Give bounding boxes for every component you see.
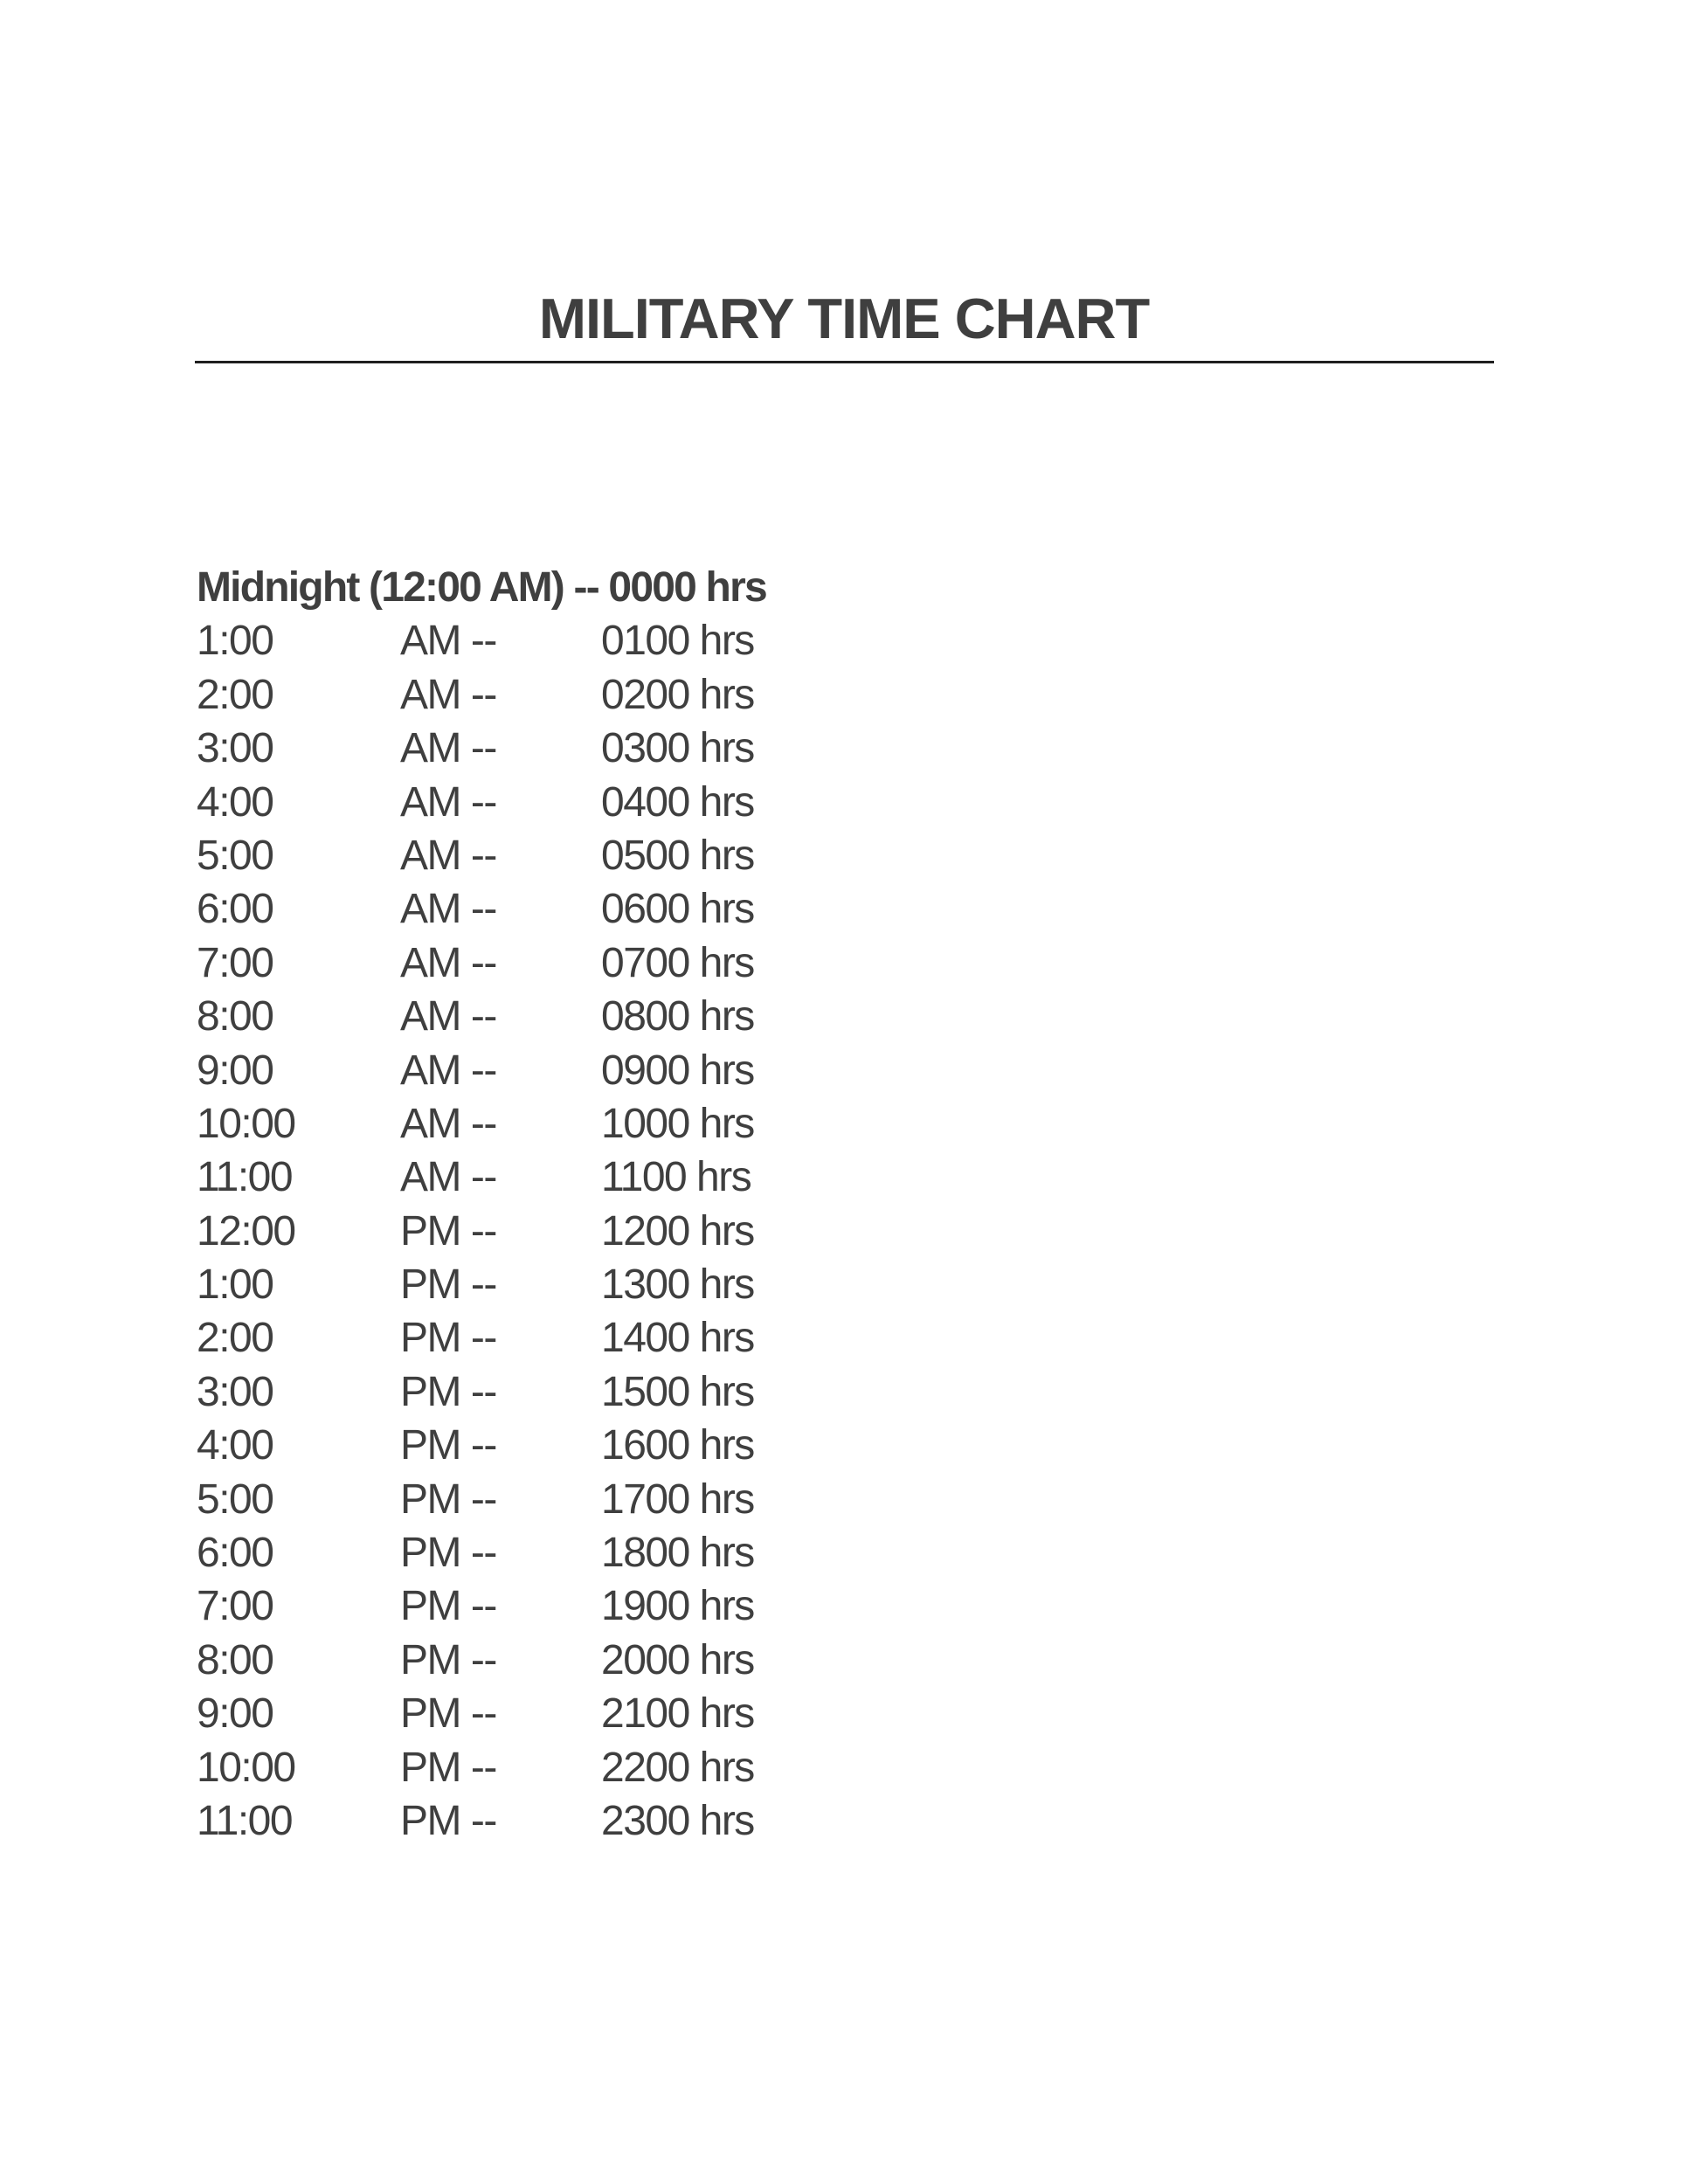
period-cell: AM -- (400, 725, 496, 772)
time-cell: 9:00 (197, 1047, 273, 1094)
period-cell: AM -- (400, 832, 496, 879)
military-cell: 2000 hrs (601, 1636, 754, 1683)
time-cell: 10:00 (197, 1744, 295, 1791)
midnight-header-label: Midnight (12:00 AM) -- 0000 hrs (197, 564, 766, 611)
military-cell: 2200 hrs (601, 1744, 754, 1791)
period-cell: AM -- (400, 1100, 496, 1147)
time-cell: 1:00 (197, 618, 273, 665)
military-cell: 1100 hrs (601, 1154, 751, 1201)
period-cell: PM -- (400, 1744, 496, 1791)
time-cell: 8:00 (197, 993, 273, 1040)
period-cell: PM -- (400, 1422, 496, 1469)
period-cell: PM -- (400, 1583, 496, 1630)
period-cell: PM -- (400, 1476, 496, 1523)
military-cell: 0800 hrs (601, 993, 754, 1040)
title-underline-rule (195, 361, 1494, 363)
military-cell: 0300 hrs (601, 725, 754, 772)
period-cell: AM -- (400, 939, 496, 986)
time-cell: 12:00 (197, 1207, 295, 1254)
period-cell: AM -- (400, 1047, 496, 1094)
military-cell: 2300 hrs (601, 1797, 754, 1844)
period-cell: AM -- (400, 1154, 496, 1201)
time-cell: 6:00 (197, 1530, 273, 1577)
military-cell: 1800 hrs (601, 1530, 754, 1577)
military-cell: 1200 hrs (601, 1207, 754, 1254)
period-cell: PM -- (400, 1207, 496, 1254)
period-cell: AM -- (400, 886, 496, 933)
military-cell: 0700 hrs (601, 939, 754, 986)
time-cell: 4:00 (197, 1422, 273, 1469)
military-cell: 0500 hrs (601, 832, 754, 879)
military-cell: 2100 hrs (601, 1690, 754, 1738)
period-cell: AM -- (400, 778, 496, 826)
period-cell: AM -- (400, 993, 496, 1040)
period-cell: PM -- (400, 1530, 496, 1577)
military-cell: 0200 hrs (601, 671, 754, 718)
time-cell: 11:00 (197, 1797, 293, 1844)
military-cell: 1500 hrs (601, 1368, 754, 1415)
military-cell: 1700 hrs (601, 1476, 754, 1523)
time-cell: 4:00 (197, 778, 273, 826)
time-cell: 1:00 (197, 1261, 273, 1309)
military-cell: 0900 hrs (601, 1047, 754, 1094)
military-cell: 1600 hrs (601, 1422, 754, 1469)
time-cell: 8:00 (197, 1636, 273, 1683)
period-cell: PM -- (400, 1315, 496, 1362)
time-cell: 10:00 (197, 1100, 295, 1147)
period-cell: PM -- (400, 1368, 496, 1415)
period-cell: AM -- (400, 671, 496, 718)
time-cell: 3:00 (197, 1368, 273, 1415)
time-cell: 7:00 (197, 1583, 273, 1630)
time-cell: 7:00 (197, 939, 273, 986)
time-cell: 3:00 (197, 725, 273, 772)
time-cell: 2:00 (197, 671, 273, 718)
military-cell: 1900 hrs (601, 1583, 754, 1630)
military-cell: 1000 hrs (601, 1100, 754, 1147)
time-cell: 2:00 (197, 1315, 273, 1362)
period-cell: PM -- (400, 1636, 496, 1683)
time-cell: 5:00 (197, 1476, 273, 1523)
military-cell: 0400 hrs (601, 778, 754, 826)
period-cell: PM -- (400, 1797, 496, 1844)
period-cell: AM -- (400, 618, 496, 665)
period-cell: PM -- (400, 1261, 496, 1309)
military-cell: 0600 hrs (601, 886, 754, 933)
time-cell: 9:00 (197, 1690, 273, 1738)
military-cell: 1300 hrs (601, 1261, 754, 1309)
time-cell: 11:00 (197, 1154, 293, 1201)
page-title: MILITARY TIME CHART (538, 287, 1150, 350)
military-cell: 1400 hrs (601, 1315, 754, 1362)
time-cell: 5:00 (197, 832, 273, 879)
period-cell: PM -- (400, 1690, 496, 1738)
time-cell: 6:00 (197, 886, 273, 933)
military-cell: 0100 hrs (601, 618, 754, 665)
